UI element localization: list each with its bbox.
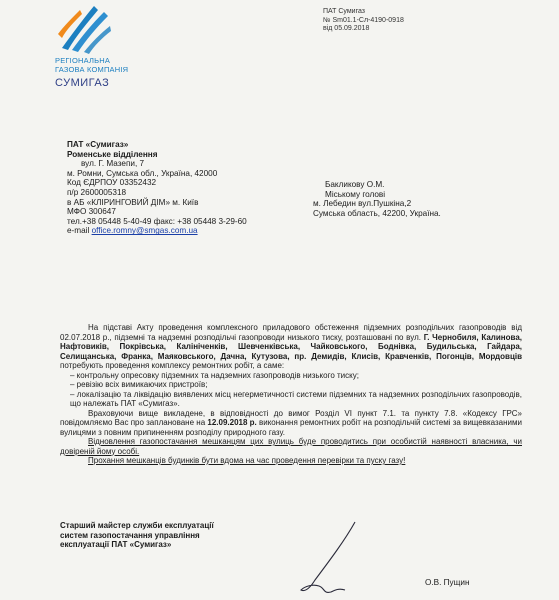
bullet-1: – контрольну опресовку підземних та надземних газопроводів низького тиску; — [70, 370, 359, 380]
email-label: e-mail — [67, 226, 90, 236]
logo-city: СУМИГАЗ — [55, 77, 110, 89]
p2-text-a: Враховуючи вище викладене, в відповідності до вимог Розділ VI пункт 7.1. та пункту 7.8. «Кодексу ГРС» повідомляємо Вас про заплановане на — [60, 408, 522, 427]
signatory-name: О.В. Пущин — [425, 578, 470, 587]
sender-edrpou: Код ЄДРПОУ 03352432 — [67, 178, 157, 188]
p2-text-b: виконання ремонтних робіт на розподільчій системі за вищевказаними вулицями з повним припиненням розподілу природного газу. — [60, 418, 522, 437]
sender-bank: в АБ «КЛІРИНГОВИЙ ДІМ» м. Київ — [67, 197, 199, 207]
recipient-name: Бакликову О.М. — [325, 180, 385, 189]
recipient-region: Сумська область, 42200, Україна. — [313, 208, 441, 218]
document-reference — [323, 8, 404, 34]
logo-line2: ГАЗОВА КОМПАНІЯ — [55, 65, 129, 74]
recipient-street: м. Лебедин вул.Пушкіна,2 — [313, 199, 412, 209]
signatory-title — [60, 521, 214, 550]
sender-dept: Роменське відділення — [67, 149, 158, 159]
paragraph-4: Прохання мешканців будинків бути вдома на час проведення перевірки та пуску газу! — [88, 456, 406, 465]
ref-date: від 05.09.2018 — [323, 25, 370, 32]
sender-phone: тел.+38 05448 5-40-49 факс: +38 05448 3-29-60 — [67, 216, 247, 226]
sender-email-line — [67, 226, 247, 236]
company-logo-icon — [54, 4, 112, 54]
ref-number: № Sm01.1-Сл-4190-0918 — [323, 16, 404, 24]
logo-text — [55, 56, 128, 74]
sender-block — [67, 140, 247, 236]
ref-company: ПАТ Сумигаз — [323, 8, 365, 15]
paragraph-2 — [60, 409, 522, 438]
bullet-3: – локалізацію та ліквідацію виявлених місц негерметичності системи підземних та надземних розподільчих газопроводів, що належать ПАТ «Сумигаз». — [70, 389, 522, 408]
handwritten-signature-icon — [295, 520, 365, 600]
signatory-line3: експлуатації ПАТ «Сумигаз» — [60, 540, 172, 550]
sender-city: м. Ромни, Сумська обл., Україна, 42000 — [67, 168, 218, 178]
email-link[interactable]: office.romny@smgas.com.ua — [91, 226, 198, 236]
sender-mfo: МФО 300647 — [67, 207, 116, 217]
recipient-block — [313, 180, 441, 218]
sender-org: ПАТ «Сумигаз» — [67, 140, 129, 149]
paragraph-1 — [60, 323, 522, 371]
p1-streets: Г. Чернобиля, Калинова, Нафтовиків, Покрівська, Калініченків, Шевченківська, Чайковського, Боднівка, Будильська, Гайдара, Селищанська, Франка, Маяковського, Дачна, Кутузова, пр. Демидів, Клисів, Кравченків, Погонців, Мордовців — [60, 332, 522, 361]
p2-date: 12.09.2018 р. — [207, 418, 257, 427]
letter-body — [60, 323, 522, 466]
signatory-line1: Старший майстер служби експлуатації — [60, 521, 214, 530]
paragraph-3: Відновлення газопостачання мешканцям цих вулиць буде проводитись при особистій наявності власника, чи довіреній йому особі. — [60, 437, 522, 456]
p1-text-b: потребують проведення комплексу ремонтних робіт, а саме: — [60, 361, 285, 370]
sender-street: вул. Г. Мазепи, 7 — [81, 159, 145, 169]
signatory-line2: систем газопостачання управління — [60, 530, 200, 540]
bullet-2: – ревізію всіх вимикаючих пристроїв; — [70, 380, 208, 389]
logo-line1: РЕГІОНАЛЬНА — [55, 56, 111, 65]
sender-account: п/р 2600005318 — [67, 187, 127, 197]
p1-text-a: На підставі Акту проведення комплексного приладового обстеження підземних розподільчих газопроводів від 02.07.2018 р., підземні та надземні розподільчі газопроводи низького тиску, розташовані по вул. — [60, 323, 522, 342]
recipient-title: Міському голові — [325, 189, 386, 199]
